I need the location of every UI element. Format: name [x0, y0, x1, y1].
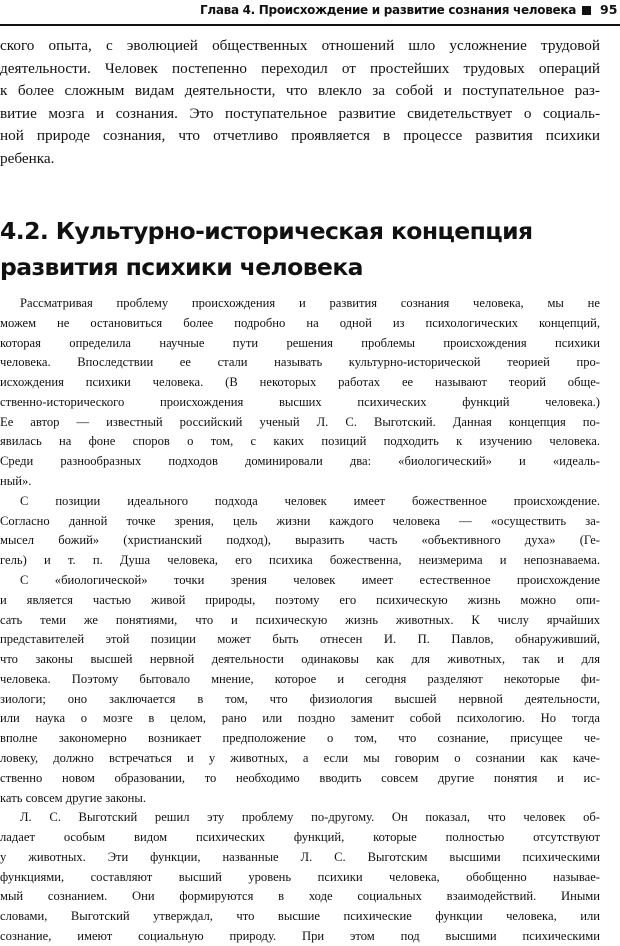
text-line: у животных. Эти функции, названные Л. С. Выготским высшими психическими [0, 850, 600, 864]
text-line: ственно-исторического происхождения высших психических функций человека.) [0, 395, 600, 409]
running-header [0, 0, 620, 26]
text-line: зиологи; оно заключается в том, что физиология высшей нервной деятельности, [0, 692, 600, 706]
text-line: С позиции идеального подхода человек имеет божественное происхождение. [20, 494, 600, 508]
text-line: исхождения психики человека. (В некоторых работах ее называют теорий обще- [0, 375, 600, 389]
text-line: представителей этой позиции может быть отнесен И. П. Павлов, обнаруживший, [0, 632, 600, 646]
text-line: деятельности. Человек постепенно переходил от простейших трудовых операций [0, 60, 600, 77]
text-line: вполне закономерно возникает предположение о том, что сознание, присущее че- [0, 731, 600, 745]
text-line: ребенка. [0, 150, 55, 167]
text-line: что законы высшей нервной деятельности одинаковы как для животных, так и для [0, 652, 600, 666]
section-heading-line: развития психики человека [0, 253, 363, 281]
text-line: ловеку, должно встречаться и у животных, а если мы говорим о сознании как каче- [0, 751, 600, 765]
text-line: сать теми же понятиями, что и психическую жизнь животных. К числу ярчайших [0, 613, 600, 627]
text-line: функциями, составляют высший уровень психики человека, обобщенно называе- [0, 870, 600, 884]
text-line: Л. С. Выготский решил эту проблему по-другому. Он показал, что человек об- [20, 810, 600, 824]
text-line: витие мозга и сознания. Это поступательное развитие свидетельствует о социаль- [0, 105, 600, 122]
text-line: ной природе сознания, что отчетливо проявляется в процессе развития психики [0, 127, 600, 144]
section-heading-line: 4.2. Культурно-историческая концепция [0, 217, 533, 245]
text-line: С «биологической» точки зрения человек имеет естественное происхождение [20, 573, 600, 587]
text-line: сознание, имеют социальную природу. При этом под высшими психическими [0, 929, 600, 943]
text-line: человека. Впоследствии ее стали называть культурно-исторической теорией про- [0, 355, 600, 369]
text-line: к более сложным видам деятельности, что влекло за собой и поступательное раз- [0, 82, 600, 99]
text-line: ского опыта, с эволюцией общественных отношений шло усложнение трудовой [0, 37, 600, 54]
text-line: гель) и т. п. Душа человека, его психика божественна, неизмерима и непознаваема. [0, 553, 600, 567]
page-number: 95 [600, 2, 618, 17]
header-square-ornament [582, 6, 591, 15]
text-line: Рассматривая проблему происхождения и развития сознания человека, мы не [20, 296, 600, 310]
text-line: словами, Выготский утверждал, что высшие психические функции человека, или [0, 909, 600, 923]
text-line: ственно новом образовании, то необходимо вводить совсем другие понятия и ис- [0, 771, 600, 785]
text-line: человека. Поэтому бытовало мнение, которое и сегодня разделяют некоторые фи- [0, 672, 600, 686]
text-line: и является частью живой природы, поэтому его психическую жизнь можно опи- [0, 593, 600, 607]
text-line: Ее автор — известный российский ученый Л. С. Выготский. Данная концепция по- [0, 415, 600, 429]
text-line: кать совсем другие законы. [0, 791, 146, 805]
text-line: мысел божий» (христианский подход), выразить часть «объективного духа» (Ге- [0, 533, 600, 547]
text-line: ладает особым видом психических функций, которые полностью отсутствуют [0, 830, 600, 844]
running-title: Глава 4. Происхождение и развитие сознания человека [200, 3, 576, 17]
text-line: Среди разнообразных подходов доминировали два: «биологический» и «идеаль- [0, 454, 600, 468]
text-line: можем не остановиться более подробно на одной из психологических концепций, [0, 316, 600, 330]
text-line: которая определила научные пути решения проблемы происхождения психики [0, 336, 600, 350]
text-line: ный». [0, 474, 32, 488]
text-line: мый сознанием. Они формируются в ходе социальных взаимодействий. Иными [0, 889, 600, 903]
text-line: или наука о мозге в целом, рано или поздно заменит собой психологию. Но тогда [0, 711, 600, 725]
text-line: явилась на фоне споров о том, с каких позиций подходить к изучению человека. [0, 434, 600, 448]
text-line: Согласно данной точке зрения, цель жизни каждого человека — «осуществить за- [0, 514, 600, 528]
